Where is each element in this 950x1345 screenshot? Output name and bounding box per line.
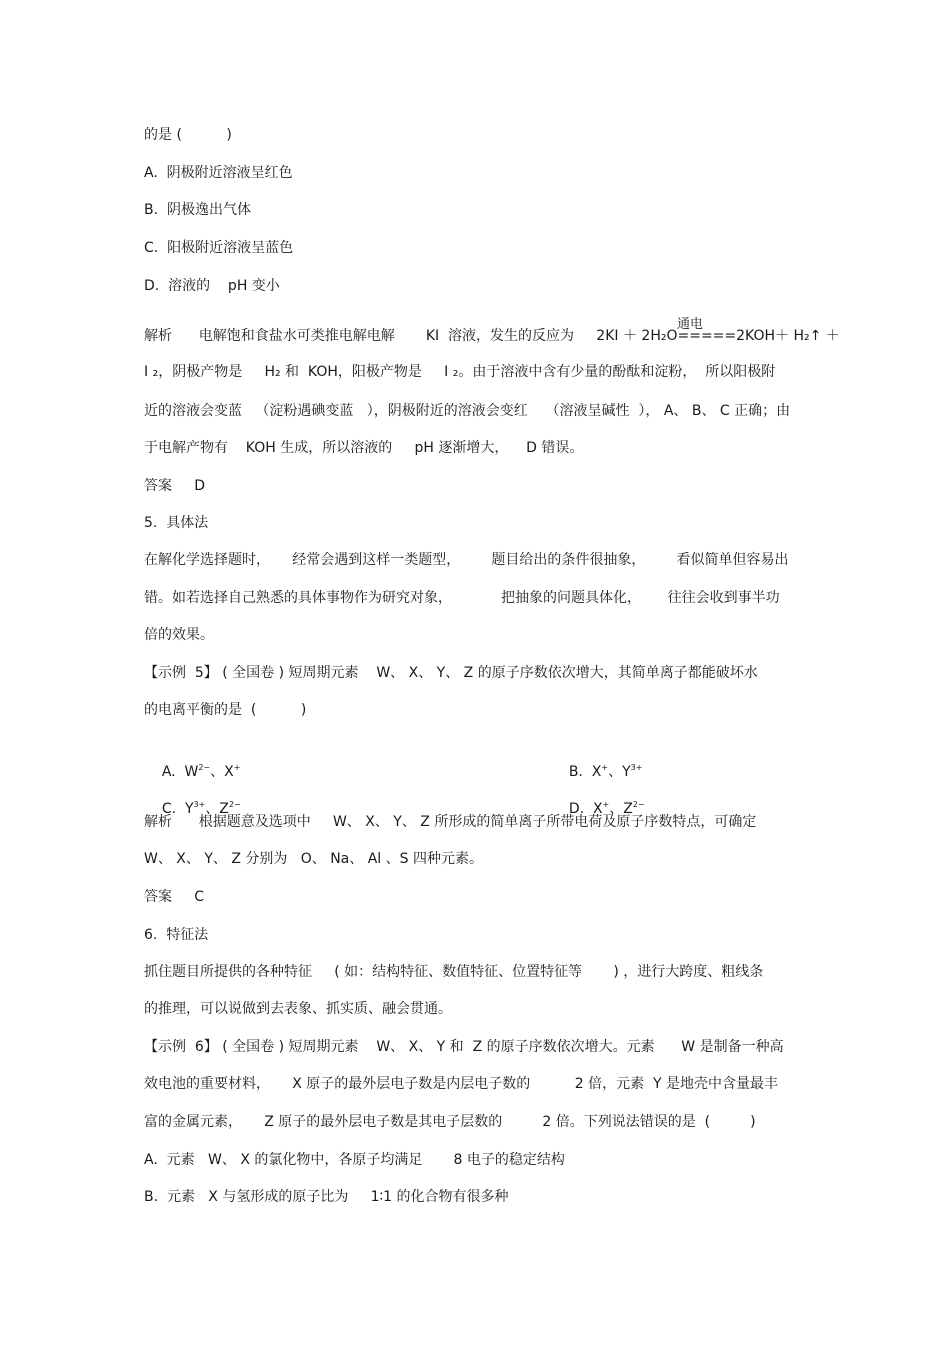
- option-c: C. 阳极附近溶液呈蓝色: [144, 240, 294, 256]
- option-b: B. 阴极逸出气体: [144, 202, 251, 218]
- section-5-para-2: 错。如若选择自己熟悉的具体事物作为研究对象， 把抽象的问题具体化， 往往会收到事半功: [144, 590, 780, 606]
- analysis-text: 解析 电解饱和食盐水可类推电解电解 KI 溶液，发生的反应为 2KI ＋ 2H₂O=====2KOH＋ H₂↑ ＋: [144, 328, 840, 344]
- example-6-stem: 【示例 6】 ( 全国卷 ) 短周期元素 W、 X、 Y 和 Z 的原子序数依次增大。元素 W 是制备一种高: [144, 1039, 784, 1055]
- analysis-line-3: 近的溶液会变蓝 （淀粉遇碘变蓝 ），阴极附近的溶液会变红 （溶液呈碱性 ）， A、 B、 C 正确；由: [144, 403, 791, 419]
- example-5-stem-2: 的电离平衡的是 ( ): [144, 702, 307, 718]
- answer-4: 答案 D: [144, 478, 206, 494]
- option-a: A. 阴极附近溶液呈红色: [144, 165, 293, 181]
- option-d: D. 溶液的 pH 变小: [144, 278, 280, 294]
- analysis-equation-line: [144, 313, 840, 353]
- example-5-option-d: D. X+、$Z^{2-}$: [568, 800, 645, 817]
- example-5-analysis-2: W、 X、 Y、 Z 分别为 O、 Na、 Al 、S 四种元素。: [144, 851, 483, 867]
- question-stem-end: 的是 ( ): [144, 127, 232, 143]
- section-5-heading: 5. 具体法: [144, 515, 209, 531]
- example-5-option-c: C. $Y^{3+}$、$Z^{2-}$: [161, 800, 241, 817]
- example-5-option-b: B. X+、$Y^{3+}$: [568, 763, 643, 780]
- section-6-heading: 6. 特征法: [144, 927, 209, 943]
- answer-5: 答案 C: [144, 889, 205, 905]
- analysis-line-2: I ₂，阴极产物是 H₂ 和 KOH，阳极产物是 I ₂。由于溶液中含有少量的酚酞和淀粉， 所以阳极附: [144, 364, 776, 380]
- example-6-option-a: A. 元素 W、 X 的氯化物中，各原子均满足 8 电子的稳定结构: [144, 1152, 565, 1168]
- example-5-stem: 【示例 5】 ( 全国卷 ) 短周期元素 W、 X、 Y、 Z 的原子序数依次增大，其简单离子都能破坏水: [144, 665, 758, 681]
- section-5-para-1: 在解化学选择题时， 经常会遇到这样一类题型， 题目给出的条件很抽象， 看似简单但容易出: [144, 552, 789, 568]
- analysis-line-4: 于电解产物有 KOH 生成，所以溶液的 pH 逐渐增大， D 错误。: [144, 440, 584, 456]
- example-6-stem-3: 富的金属元素， Z 原子的最外层电子数是其电子层数的 2 倍。下列说法错误的是 ( ): [144, 1114, 756, 1130]
- example-6-stem-2: 效电池的重要材料， X 原子的最外层电子数是内层电子数的 2 倍，元素 Y 是地壳中含量最丰: [144, 1076, 779, 1092]
- electrolysis-condition: 通电: [677, 317, 704, 332]
- example-6-option-b: B. 元素 X 与氢形成的原子比为 1∶1 的化合物有很多种: [144, 1189, 509, 1205]
- section-6-para-2: 的推理，可以说做到去表象、抓实质、融会贯通。: [144, 1001, 452, 1017]
- section-6-para-1: 抓住题目所提供的各种特征 ( 如：结构特征、数值特征、位置特征等 ) ，进行大跨度、粗线条: [144, 964, 764, 980]
- example-5-option-a: A. $W^{2-}$、X+: [161, 763, 241, 780]
- example-5-analysis: 解析 根据题意及选项中 W、 X、 Y、 Z 所形成的简单离子所带电荷及原子序数特点，可确定: [144, 814, 757, 830]
- section-5-para-3: 倍的效果。: [144, 627, 214, 643]
